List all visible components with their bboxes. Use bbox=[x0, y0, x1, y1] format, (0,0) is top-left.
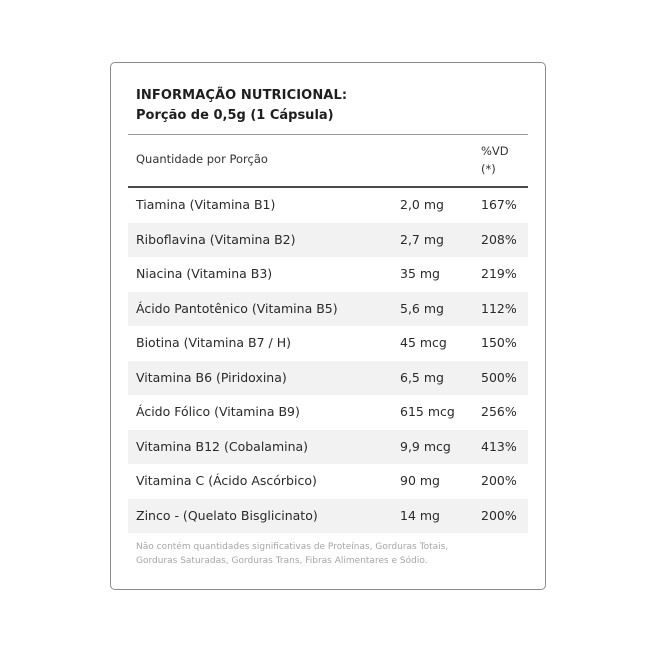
table-row bbox=[128, 395, 528, 430]
footnote bbox=[136, 540, 516, 568]
table-row bbox=[128, 223, 528, 258]
nutrient-name: Zinco - (Quelato Bisglicinato) bbox=[136, 507, 318, 523]
nutrient-amount: 45 mcg bbox=[400, 335, 447, 350]
nutrient-name: Ácido Fólico (Vitamina B9) bbox=[136, 404, 300, 419]
daily-value-header-line1: %VD bbox=[481, 144, 509, 158]
nutrient-daily-value: 167% bbox=[481, 197, 517, 212]
nutrient-name: Biotina (Vitamina B7 / H) bbox=[136, 335, 291, 350]
nutrient-daily-value: 150% bbox=[481, 335, 517, 350]
header-divider-top bbox=[128, 134, 528, 135]
panel-title: INFORMAÇÃO NUTRICIONAL: bbox=[136, 88, 348, 103]
daily-value-header-line2: (*) bbox=[481, 162, 496, 176]
nutrient-name: Ácido Pantotênico (Vitamina B5) bbox=[136, 300, 338, 316]
table-row bbox=[128, 257, 528, 292]
nutrient-name: Tiamina (Vitamina B1) bbox=[136, 197, 276, 212]
table-row bbox=[128, 326, 528, 361]
nutrient-daily-value: 208% bbox=[481, 231, 517, 247]
table-row bbox=[128, 499, 528, 534]
nutrient-daily-value: 500% bbox=[481, 369, 517, 385]
nutrition-facts-panel bbox=[110, 62, 546, 590]
table-row bbox=[128, 361, 528, 396]
nutrient-amount: 35 mg bbox=[400, 266, 440, 281]
nutrient-name: Vitamina B6 (Piridoxina) bbox=[136, 369, 287, 385]
table-row bbox=[128, 292, 528, 327]
nutrient-name: Vitamina B12 (Cobalamina) bbox=[136, 438, 309, 454]
nutrient-daily-value: 200% bbox=[481, 507, 517, 523]
nutrient-name: Niacina (Vitamina B3) bbox=[136, 266, 273, 281]
footnote-line-2: Gorduras Saturadas, Gorduras Trans, Fibras Alimentares e Sódio. bbox=[136, 556, 428, 566]
nutrient-daily-value: 219% bbox=[481, 266, 517, 281]
nutrient-amount: 9,9 mcg bbox=[400, 438, 451, 454]
nutrient-table bbox=[128, 188, 528, 533]
nutrient-amount: 2,7 mg bbox=[400, 231, 444, 247]
quantity-per-serving-header: Quantidade por Porção bbox=[136, 152, 268, 166]
serving-size: Porção de 0,5g (1 Cápsula) bbox=[136, 108, 334, 123]
table-row bbox=[128, 430, 528, 465]
nutrient-amount: 14 mg bbox=[400, 507, 440, 523]
nutrient-amount: 2,0 mg bbox=[400, 197, 444, 212]
nutrient-daily-value: 112% bbox=[481, 300, 517, 316]
nutrient-daily-value: 256% bbox=[481, 404, 517, 419]
daily-value-header bbox=[481, 142, 509, 178]
nutrient-amount: 6,5 mg bbox=[400, 369, 444, 385]
nutrient-amount: 90 mg bbox=[400, 473, 440, 488]
table-row bbox=[128, 188, 528, 223]
nutrient-name: Riboflavina (Vitamina B2) bbox=[136, 231, 296, 247]
nutrient-daily-value: 200% bbox=[481, 473, 517, 488]
footnote-line-1: Não contém quantidades significativas de Proteínas, Gorduras Totais, bbox=[136, 542, 449, 552]
nutrient-name: Vitamina C (Ácido Ascórbico) bbox=[136, 473, 317, 488]
nutrient-daily-value: 413% bbox=[481, 438, 517, 454]
nutrient-amount: 5,6 mg bbox=[400, 300, 444, 316]
nutrient-amount: 615 mcg bbox=[400, 404, 455, 419]
table-row bbox=[128, 464, 528, 499]
